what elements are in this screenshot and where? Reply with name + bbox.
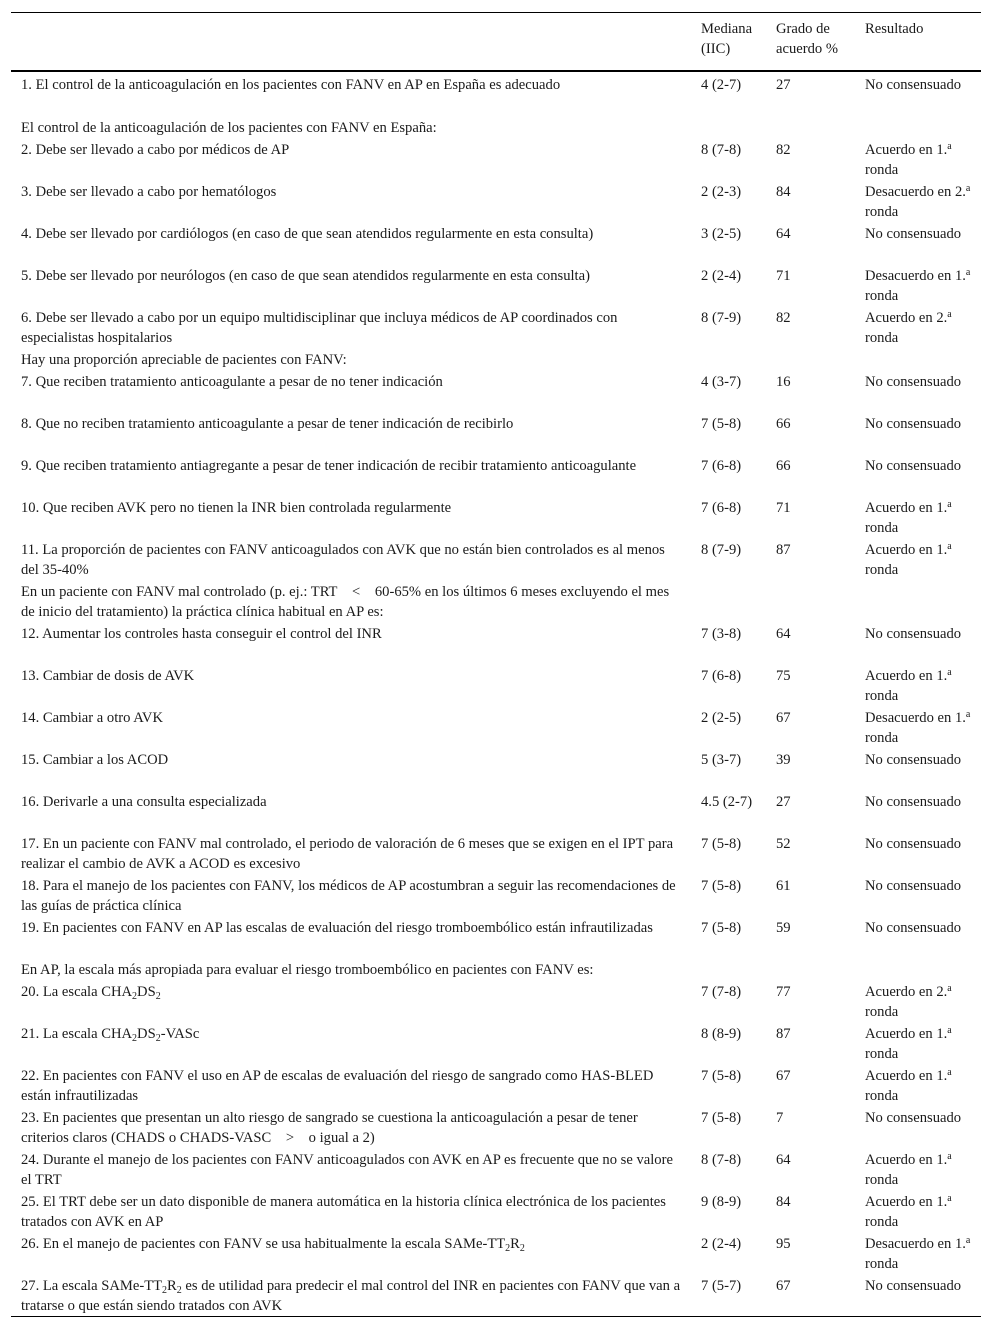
subscript: 2	[519, 1242, 525, 1254]
subscript: 2	[155, 990, 161, 1002]
agreement-cell: 67	[776, 1067, 791, 1084]
result-text: Acuerdo en 1.	[865, 541, 948, 558]
table-row	[11, 916, 981, 958]
empty-cell	[691, 580, 766, 622]
median-cell: 8 (7-9)	[701, 309, 742, 326]
agreement-cell: 87	[776, 1025, 791, 1042]
table-row	[11, 832, 981, 874]
statement-cell: 22. En pacientes con FANV el uso en AP de escalas de evaluación del riesgo de sangrado como HAS-BLED están infrautilizadas	[21, 1067, 654, 1104]
ordinal-superscript: a	[947, 1192, 952, 1204]
section-row	[11, 116, 981, 138]
subscript: 2	[132, 990, 138, 1002]
statement-cell	[11, 1232, 691, 1274]
median-cell: 7 (5-8)	[701, 877, 742, 894]
ordinal-superscript: a	[947, 982, 952, 994]
table-body	[11, 71, 981, 1317]
statement-cell: 6. Debe ser llevado a cabo por un equipo multidisciplinar que incluya médicos de AP coordinados con especialistas hospitalarios	[21, 309, 618, 346]
result-text: ronda	[865, 1255, 899, 1272]
empty-cell	[766, 958, 855, 980]
section-heading: En un paciente con FANV mal controlado (p. ej.: TRT < 60-65% en los últimos 6 meses excluyendo el mes de inicio del tratamiento) la práctica clínica habitual en AP es:	[21, 583, 670, 620]
result-text: Desacuerdo en 1.	[865, 709, 966, 726]
agreement-cell: 75	[776, 667, 791, 684]
statement-cell	[11, 1274, 691, 1317]
result-text: ronda	[865, 287, 899, 304]
statement-cell: 16. Derivarle a una consulta especializada	[21, 793, 267, 810]
delphi-results-table	[11, 12, 981, 1317]
statement-cell: 10. Que reciben AVK pero no tienen la INR bien controlada regularmente	[21, 499, 452, 516]
empty-cell	[855, 958, 981, 980]
header-median: Mediana (IIC)	[701, 21, 753, 57]
subscript: 2	[505, 1242, 511, 1254]
statement-text: DS	[137, 983, 156, 1000]
result-cell: No consensuado	[865, 751, 962, 768]
ordinal-superscript: a	[947, 1150, 952, 1162]
table-row	[11, 1232, 981, 1274]
statement-cell	[11, 980, 691, 1022]
ordinal-superscript: a	[947, 308, 952, 320]
result-text: Acuerdo en 1.	[865, 141, 948, 158]
median-cell: 2 (2-3)	[701, 183, 742, 200]
section-row	[11, 348, 981, 370]
statement-cell: 7. Que reciben tratamiento anticoagulante a pesar de no tener indicación	[21, 373, 443, 390]
statement-cell: 8. Que no reciben tratamiento anticoagulante a pesar de tener indicación de recibirlo	[21, 415, 514, 432]
median-cell: 4 (3-7)	[701, 373, 742, 390]
result-text: Acuerdo en 1.	[865, 499, 948, 516]
statement-cell: 5. Debe ser llevado por neurólogos (en caso de que sean atendidos regularmente en esta consulta)	[21, 267, 590, 284]
empty-cell	[766, 580, 855, 622]
agreement-cell: 27	[776, 793, 791, 810]
ordinal-superscript: a	[947, 1066, 952, 1078]
agreement-cell: 71	[776, 267, 791, 284]
agreement-cell: 71	[776, 499, 791, 516]
result-cell: No consensuado	[865, 625, 962, 642]
median-cell: 4 (2-7)	[701, 76, 742, 93]
agreement-cell: 66	[776, 457, 791, 474]
empty-cell	[766, 116, 855, 138]
table-row	[11, 496, 981, 538]
median-cell: 7 (6-8)	[701, 457, 742, 474]
result-cell	[855, 264, 981, 306]
result-text: Acuerdo en 1.	[865, 1067, 948, 1084]
median-cell: 2 (2-4)	[701, 1235, 742, 1252]
table-row	[11, 264, 981, 306]
table-row	[11, 706, 981, 748]
statement-cell: 17. En un paciente con FANV mal controlado, el periodo de valoración de 6 meses que se exigen en el IPT para realizar el cambio de AVK a ACOD es excesivo	[21, 835, 674, 872]
statement-text: R	[167, 1277, 177, 1294]
statement-cell: 4. Debe ser llevado por cardiólogos (en caso de que sean atendidos regularmente en esta consulta)	[21, 225, 594, 242]
agreement-cell: 66	[776, 415, 791, 432]
table-row	[11, 790, 981, 832]
statement-cell: 15. Cambiar a los ACOD	[21, 751, 169, 768]
statement-cell	[11, 1022, 691, 1064]
result-cell	[855, 138, 981, 180]
agreement-cell: 61	[776, 877, 791, 894]
result-text: ronda	[865, 729, 899, 746]
result-cell: No consensuado	[865, 877, 962, 894]
agreement-cell: 39	[776, 751, 791, 768]
statement-cell: 14. Cambiar a otro AVK	[21, 709, 164, 726]
statement-text: R	[510, 1235, 520, 1252]
median-cell: 3 (2-5)	[701, 225, 742, 242]
agreement-cell: 95	[776, 1235, 791, 1252]
median-cell: 9 (8-9)	[701, 1193, 742, 1210]
result-cell: No consensuado	[865, 1277, 962, 1294]
empty-cell	[691, 348, 766, 370]
result-cell: No consensuado	[865, 919, 962, 936]
table-row	[11, 370, 981, 412]
result-text: ronda	[865, 1087, 899, 1104]
result-cell: No consensuado	[865, 457, 962, 474]
empty-cell	[766, 348, 855, 370]
section-heading: El control de la anticoagulación de los pacientes con FANV en España:	[21, 119, 437, 136]
agreement-cell: 87	[776, 541, 791, 558]
agreement-cell: 59	[776, 919, 791, 936]
table-row	[11, 222, 981, 264]
ordinal-superscript: a	[947, 140, 952, 152]
result-cell: No consensuado	[865, 373, 962, 390]
table-row	[11, 1022, 981, 1064]
empty-cell	[691, 958, 766, 980]
result-cell	[855, 1190, 981, 1232]
result-cell	[855, 1022, 981, 1064]
agreement-cell: 64	[776, 1151, 791, 1168]
section-row	[11, 580, 981, 622]
table-row	[11, 748, 981, 790]
median-cell: 5 (3-7)	[701, 751, 742, 768]
result-text: Acuerdo en 2.	[865, 983, 948, 1000]
result-cell: No consensuado	[865, 225, 962, 242]
result-text: ronda	[865, 1045, 899, 1062]
median-cell: 7 (5-8)	[701, 415, 742, 432]
statement-cell: 13. Cambiar de dosis de AVK	[21, 667, 195, 684]
table-row	[11, 454, 981, 496]
median-cell: 7 (6-8)	[701, 499, 742, 516]
result-cell	[855, 1064, 981, 1106]
median-cell: 2 (2-5)	[701, 709, 742, 726]
table-row	[11, 622, 981, 664]
table-row	[11, 1190, 981, 1232]
statement-cell: 19. En pacientes con FANV en AP las escalas de evaluación del riesgo tromboembólico están infrautilizadas	[21, 919, 653, 936]
result-cell	[855, 306, 981, 348]
statement-text: 26. En el manejo de pacientes con FANV se usa habitualmente la escala SAMe-TT	[21, 1235, 506, 1252]
agreement-cell: 64	[776, 625, 791, 642]
median-cell: 7 (5-8)	[701, 1067, 742, 1084]
statement-cell: 23. En pacientes que presentan un alto riesgo de sangrado se cuestiona la anticoagulación a pesar de tener criterios claros (CHADS o CHADS-VASC > o igual a 2)	[21, 1109, 638, 1146]
result-text: Acuerdo en 1.	[865, 667, 948, 684]
median-cell: 7 (5-7)	[701, 1277, 742, 1294]
table-row	[11, 71, 981, 116]
median-cell: 8 (8-9)	[701, 1025, 742, 1042]
empty-cell	[691, 116, 766, 138]
result-cell: No consensuado	[865, 835, 962, 852]
table-header-row	[11, 13, 981, 71]
table-row	[11, 138, 981, 180]
agreement-cell: 16	[776, 373, 791, 390]
table-row	[11, 538, 981, 580]
median-cell: 7 (5-8)	[701, 835, 742, 852]
agreement-cell: 7	[776, 1109, 784, 1126]
result-text: Acuerdo en 1.	[865, 1193, 948, 1210]
median-cell: 2 (2-4)	[701, 267, 742, 284]
result-text: ronda	[865, 1003, 899, 1020]
ordinal-superscript: a	[965, 1234, 971, 1246]
result-text: Acuerdo en 1.	[865, 1025, 948, 1042]
section-row	[11, 958, 981, 980]
statement-cell: 25. El TRT debe ser un dato disponible de manera automática en la historia clínica electrónica de los pacientes tratados con AVK en AP	[21, 1193, 666, 1230]
table-row	[11, 1148, 981, 1190]
agreement-cell: 84	[776, 183, 791, 200]
header-result: Resultado	[865, 21, 924, 37]
table-row	[11, 1274, 981, 1317]
statement-text: es de utilidad para predecir el mal control del INR en pacientes con FANV que van a tratarse o que están siendo tratados con AVK	[21, 1277, 681, 1314]
result-cell	[855, 1232, 981, 1274]
statement-text: 27. La escala SAMe-TT	[21, 1277, 163, 1294]
result-text: ronda	[865, 203, 899, 220]
result-text: Desacuerdo en 1.	[865, 1235, 966, 1252]
statement-cell: 3. Debe ser llevado a cabo por hematólogos	[21, 183, 277, 200]
result-text: Acuerdo en 2.	[865, 309, 948, 326]
statement-text: 20. La escala CHA	[21, 983, 133, 1000]
ordinal-superscript: a	[947, 666, 952, 678]
result-cell	[855, 980, 981, 1022]
result-text: Desacuerdo en 2.	[865, 183, 966, 200]
statement-cell: 12. Aumentar los controles hasta conseguir el control del INR	[21, 625, 382, 642]
result-text: ronda	[865, 561, 899, 578]
result-cell	[855, 538, 981, 580]
median-cell: 7 (5-8)	[701, 1109, 742, 1126]
median-cell: 7 (6-8)	[701, 667, 742, 684]
ordinal-superscript: a	[947, 540, 952, 552]
table-row	[11, 980, 981, 1022]
statement-cell: 1. El control de la anticoagulación en los pacientes con FANV en AP en España es adecuado	[21, 76, 561, 93]
median-cell: 4.5 (2-7)	[701, 793, 753, 810]
section-heading: Hay una proporción apreciable de pacientes con FANV:	[21, 351, 347, 368]
agreement-cell: 67	[776, 1277, 791, 1294]
ordinal-superscript: a	[965, 182, 971, 194]
agreement-cell: 52	[776, 835, 791, 852]
statement-text: DS	[137, 1025, 156, 1042]
ordinal-superscript: a	[947, 1024, 952, 1036]
result-cell: No consensuado	[865, 793, 962, 810]
table-row	[11, 664, 981, 706]
statement-cell: 9. Que reciben tratamiento antiagregante a pesar de tener indicación de recibir tratamiento anticoagulante	[21, 457, 637, 474]
header-statement	[11, 13, 691, 71]
empty-cell	[855, 348, 981, 370]
table-row	[11, 306, 981, 348]
statement-cell: 11. La proporción de pacientes con FANV anticoagulados con AVK que no están bien controlados es al menos del 35-40%	[21, 541, 665, 578]
statement-cell: 18. Para el manejo de los pacientes con FANV, los médicos de AP acostumbran a seguir las recomendaciones de las guías de práctica clínica	[21, 877, 676, 914]
table-row	[11, 1106, 981, 1148]
result-text: Acuerdo en 1.	[865, 1151, 948, 1168]
empty-cell	[855, 116, 981, 138]
table-row	[11, 412, 981, 454]
result-text: ronda	[865, 161, 899, 178]
statement-cell: 24. Durante el manejo de los pacientes con FANV anticoagulados con AVK en AP es frecuente que no se valore el TRT	[21, 1151, 673, 1188]
result-cell	[855, 706, 981, 748]
agreement-cell: 82	[776, 141, 791, 158]
median-cell: 7 (3-8)	[701, 625, 742, 642]
agreement-cell: 27	[776, 76, 791, 93]
result-cell	[855, 1148, 981, 1190]
section-heading: En AP, la escala más apropiada para evaluar el riesgo tromboembólico en pacientes con FANV es:	[21, 961, 594, 978]
agreement-cell: 82	[776, 309, 791, 326]
result-text: Desacuerdo en 1.	[865, 267, 966, 284]
result-cell	[855, 664, 981, 706]
median-cell: 8 (7-8)	[701, 1151, 742, 1168]
result-cell	[855, 180, 981, 222]
result-text: ronda	[865, 329, 899, 346]
subscript: 2	[132, 1032, 138, 1044]
subscript: 2	[155, 1032, 161, 1044]
result-text: ronda	[865, 1213, 899, 1230]
result-cell: No consensuado	[865, 76, 962, 93]
result-text: ronda	[865, 519, 899, 536]
statement-text: 21. La escala CHA	[21, 1025, 133, 1042]
result-cell: No consensuado	[865, 415, 962, 432]
statement-cell: 2. Debe ser llevado a cabo por médicos de AP	[21, 141, 290, 158]
agreement-cell: 77	[776, 983, 791, 1000]
ordinal-superscript: a	[965, 266, 971, 278]
ordinal-superscript: a	[947, 498, 952, 510]
median-cell: 7 (7-8)	[701, 983, 742, 1000]
agreement-cell: 84	[776, 1193, 791, 1210]
result-text: ronda	[865, 1171, 899, 1188]
median-cell: 8 (7-9)	[701, 541, 742, 558]
table-row	[11, 874, 981, 916]
statement-text: -VASc	[160, 1025, 200, 1042]
subscript: 2	[176, 1284, 182, 1296]
table-row	[11, 1064, 981, 1106]
ordinal-superscript: a	[965, 708, 971, 720]
result-cell	[855, 496, 981, 538]
median-cell: 8 (7-8)	[701, 141, 742, 158]
median-cell: 7 (5-8)	[701, 919, 742, 936]
empty-cell	[855, 580, 981, 622]
header-agreement: Grado de acuerdo %	[776, 21, 838, 57]
result-text: ronda	[865, 687, 899, 704]
subscript: 2	[162, 1284, 168, 1296]
agreement-cell: 64	[776, 225, 791, 242]
agreement-cell: 67	[776, 709, 791, 726]
result-cell: No consensuado	[865, 1109, 962, 1126]
table-row	[11, 180, 981, 222]
